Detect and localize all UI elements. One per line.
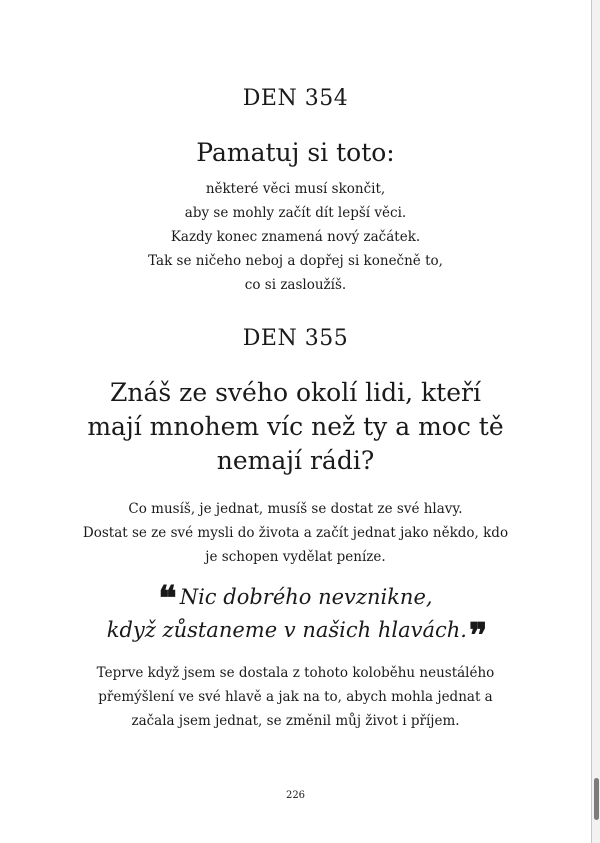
text-line: začala jsem jednat, se změnil můj život i příjem. [131,713,460,729]
day-354-title: DEN 354 [242,86,349,111]
text-line: aby se mohly začít dít lepší věci. [184,205,407,221]
quote-text: Nic dobrého nevznikne, [179,585,433,609]
text-line: Co musíš, je jednat, musíš se dostat ze své hlavy. [128,501,463,517]
scrollbar-track[interactable] [592,0,600,843]
text-line: co si zasloužíš. [244,277,347,293]
scrollbar-thumb[interactable] [594,778,599,820]
day-354-headline: Pamatuj si toto: [196,138,395,167]
text-line: je schopen vydělat peníze. [205,549,386,565]
text-line: Tak se ničeho neboj a dopřej si konečně to, [148,253,443,269]
quote-line-2 [0,615,591,656]
day-355-paragraph-1 [0,497,591,569]
page-number: 226 [285,790,306,801]
headline-line: mají mnohem víc než ty a moc tě [87,412,504,441]
day-355-title: DEN 355 [242,326,349,351]
text-line: přemýšlení ve své hlavě a jak na to, abych mohla jednat a [98,689,493,705]
text-line: Dostat se ze své mysli do života a začít jednat jako někdo, kdo [82,525,509,541]
close-quote-icon: ❞ [468,616,485,656]
open-quote-icon: ❝ [158,579,174,619]
quote-line-1 [0,579,591,619]
quote-text: když zůstaneme v našich hlavách. [106,618,467,642]
headline-line: Znáš ze svého okolí lidi, kteří [110,378,481,407]
day-355-headline [0,376,591,478]
day-354-text [0,177,591,297]
day-355-paragraph-2 [0,661,591,733]
text-line: Teprve když jsem se dostala z tohoto koloběhu neustálého [96,665,495,681]
text-line: některé věci musí skončit, [205,181,386,197]
headline-line: nemají rádi? [216,446,375,475]
pull-quote [0,579,591,656]
text-line: Kazdy konec znamená nový začátek. [170,229,421,245]
